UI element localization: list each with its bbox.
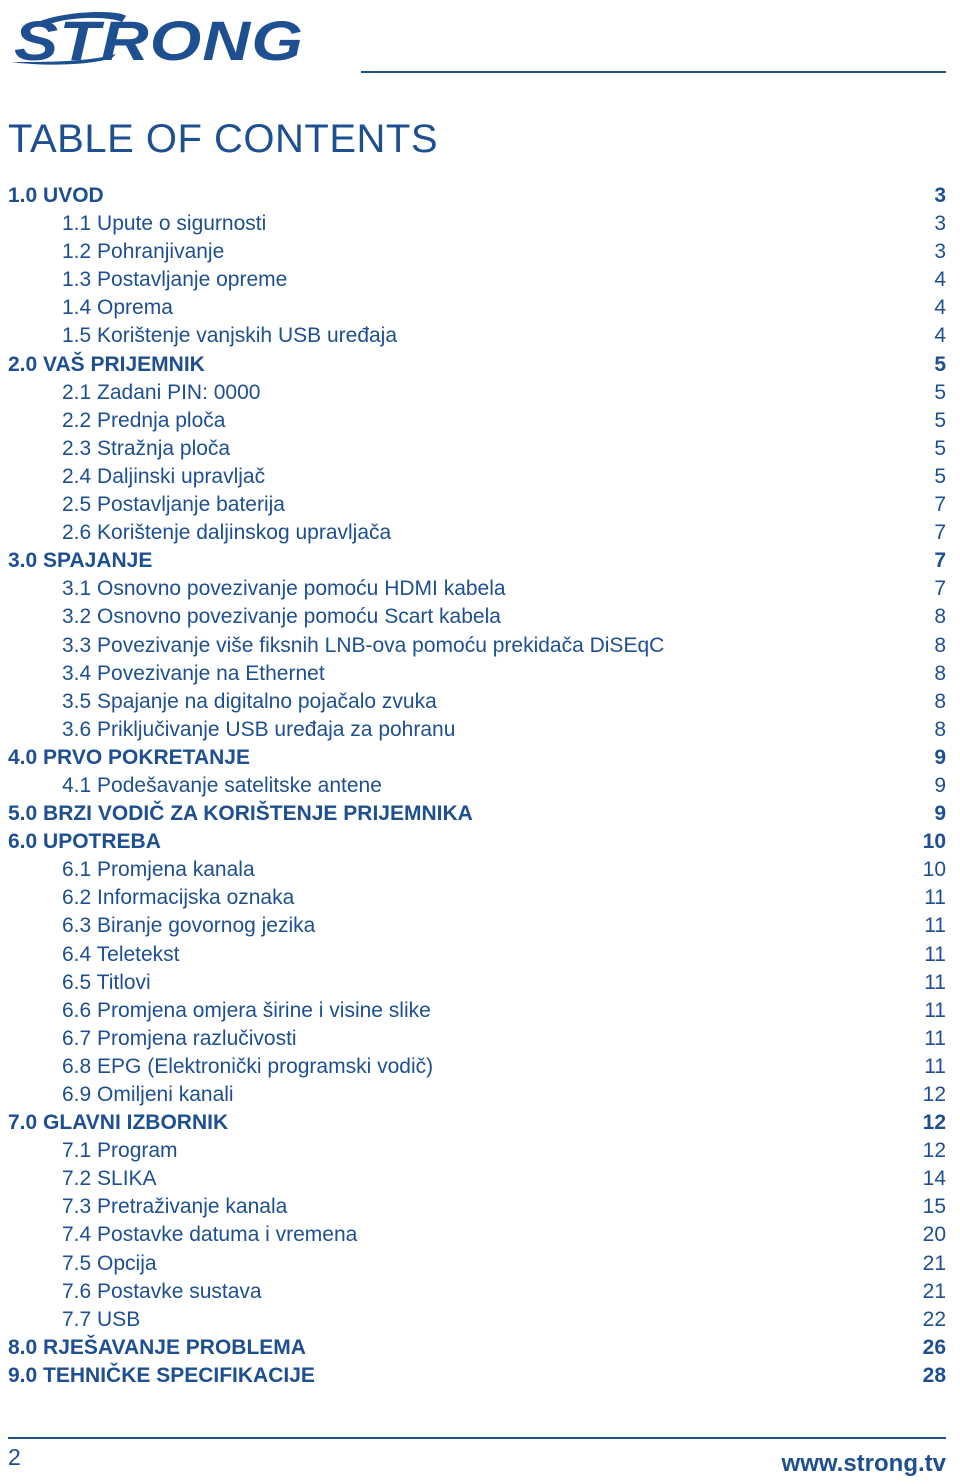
toc-entry-page: 5 [934,436,946,460]
toc-subsection[interactable] [0,463,960,491]
toc-entry-page: 11 [924,886,946,910]
toc-entry-page: 3 [934,212,946,236]
toc-section[interactable] [0,744,960,772]
toc-entry-page: 4 [934,296,946,320]
page-title: TABLE OF CONTENTS [8,117,439,161]
toc-entry-page: 3 [934,240,946,264]
toc-entry-page: 5 [934,408,946,432]
toc-entry-page: 11 [924,1054,946,1078]
toc-entry-page: 5 [934,464,946,488]
toc-entry-page: 4 [934,268,946,292]
toc-entry-page: 7 [934,493,946,517]
toc-subsection[interactable] [0,322,960,350]
toc-entry-label: 3.5 Spajanje na digitalno pojačalo zvuka [62,689,437,713]
table-of-contents [0,182,960,1390]
toc-entry-page: 8 [934,661,946,685]
toc-subsection[interactable] [0,1081,960,1109]
toc-entry-page: 11 [924,914,946,938]
toc-entry-page: 28 [922,1363,946,1387]
toc-entry-page: 9 [934,773,946,797]
toc-subsection[interactable] [0,632,960,660]
toc-entry-page: 20 [922,1223,946,1247]
toc-entry-label: 7.6 Postavke sustava [62,1279,262,1303]
toc-subsection[interactable] [0,884,960,912]
toc-entry-label: 2.5 Postavljanje baterija [62,493,285,517]
toc-entry-page: 9 [934,802,946,826]
toc-entry-label: 6.7 Promjena razlučivosti [62,1026,297,1050]
toc-entry-label: 2.0 VAŠ PRIJEMNIK [8,352,205,376]
toc-subsection[interactable] [0,210,960,238]
toc-entry-label: 2.4 Daljinski upravljač [62,464,266,488]
toc-entry-page: 22 [922,1307,946,1331]
toc-entry-page: 12 [922,1139,946,1163]
header-divider [361,71,946,73]
toc-entry-page: 5 [934,352,946,376]
toc-entry-label: 3.2 Osnovno povezivanje pomoću Scart kabela [62,605,501,629]
toc-entry-label: 1.2 Pohranjivanje [62,240,225,264]
strong-logo [8,8,308,68]
toc-subsection[interactable] [0,575,960,603]
footer-divider [8,1437,946,1439]
toc-entry-page: 7 [934,549,946,573]
toc-entry-label: 7.3 Pretraživanje kanala [62,1195,288,1219]
toc-entry-label: 8.0 RJEŠAVANJE PROBLEMA [8,1335,306,1359]
toc-entry-page: 14 [922,1167,946,1191]
toc-entry-label: 3.4 Povezivanje na Ethernet [62,661,325,685]
toc-subsection[interactable] [0,969,960,997]
toc-entry-page: 8 [934,717,946,741]
toc-entry-page: 7 [934,577,946,601]
toc-entry-label: 2.3 Stražnja ploča [62,436,231,460]
toc-entry-page: 12 [922,1083,946,1106]
toc-entry-page: 8 [934,633,946,657]
toc-subsection[interactable] [0,1250,960,1278]
toc-section[interactable] [0,351,960,379]
toc-entry-label: 7.7 USB [62,1307,141,1331]
toc-entry-label: 7.4 Postavke datuma i vremena [62,1223,358,1247]
toc-section[interactable] [0,828,960,856]
toc-subsection[interactable] [0,660,960,688]
toc-entry-page: 8 [934,689,946,713]
toc-subsection[interactable] [0,266,960,294]
toc-entry-label: 7.5 Opcija [62,1251,157,1275]
toc-subsection[interactable] [0,1137,960,1165]
toc-entry-page: 15 [922,1195,946,1219]
toc-entry-page: 11 [924,970,946,994]
toc-subsection[interactable] [0,407,960,435]
toc-entry-label: 1.5 Korištenje vanjskih USB uređaja [62,324,398,348]
toc-entry-page: 9 [934,745,946,769]
toc-entry-label: 1.3 Postavljanje opreme [62,268,288,292]
toc-entry-page: 10 [922,858,946,882]
toc-subsection[interactable] [0,435,960,463]
toc-subsection[interactable] [0,1221,960,1249]
toc-subsection[interactable] [0,856,960,884]
logo-text: STRONG [14,9,304,68]
toc-entry-label: 1.1 Upute o sigurnosti [62,212,267,236]
toc-entry-label: 6.1 Promjena kanala [62,858,255,882]
toc-entry-label: 6.0 UPOTREBA [8,830,161,854]
toc-entry-label: 4.1 Podešavanje satelitske antene [62,773,382,797]
toc-subsection[interactable] [0,1306,960,1334]
toc-subsection[interactable] [0,997,960,1025]
toc-entry-page: 5 [934,380,946,404]
toc-subsection[interactable] [0,941,960,969]
toc-entry-label: 6.9 Omiljeni kanali [62,1083,234,1106]
toc-subsection[interactable] [0,238,960,266]
toc-section[interactable] [0,547,960,575]
toc-section[interactable] [0,800,960,828]
toc-subsection[interactable] [0,688,960,716]
toc-subsection[interactable] [0,1193,960,1221]
toc-subsection[interactable] [0,294,960,322]
website-link[interactable]: www.strong.tv [781,1450,946,1477]
toc-section[interactable] [0,1362,960,1390]
toc-entry-page: 12 [922,1111,946,1135]
toc-entry-page: 7 [934,521,946,545]
toc-section[interactable] [0,1109,960,1137]
toc-entry-label: 3.0 SPAJANJE [8,549,153,573]
toc-subsection[interactable] [0,772,960,800]
toc-entry-page: 21 [922,1251,946,1275]
toc-section[interactable] [0,182,960,210]
toc-entry-label: 2.1 Zadani PIN: 0000 [62,380,261,404]
toc-entry-page: 8 [934,605,946,629]
toc-entry-label: 7.2 SLIKA [62,1167,157,1191]
page-number: 2 [8,1444,21,1470]
toc-subsection[interactable] [0,1025,960,1053]
toc-entry-label: 6.3 Biranje govornog jezika [62,914,316,938]
toc-entry-page: 11 [924,942,946,966]
toc-entry-label: 6.4 Teletekst [62,942,180,966]
toc-subsection[interactable] [0,491,960,519]
toc-subsection[interactable] [0,1053,960,1081]
toc-entry-label: 2.2 Prednja ploča [62,408,226,432]
toc-entry-page: 10 [922,830,946,854]
toc-entry-label: 1.0 UVOD [8,184,104,207]
toc-entry-label: 9.0 TEHNIČKE SPECIFIKACIJE [8,1363,315,1387]
toc-entry-label: 6.6 Promjena omjera širine i visine slike [62,998,431,1022]
toc-entry-page: 3 [934,184,946,207]
toc-entry-label: 6.2 Informacijska oznaka [62,886,295,910]
toc-entry-label: 6.5 Titlovi [62,970,151,994]
toc-entry-page: 11 [924,1026,946,1050]
toc-section[interactable] [0,1334,960,1362]
toc-entry-page: 4 [934,324,946,348]
toc-entry-label: 6.8 EPG (Elektronički programski vodič) [62,1054,434,1078]
toc-subsection[interactable] [0,1165,960,1193]
toc-entry-label: 3.1 Osnovno povezivanje pomoću HDMI kabela [62,577,506,601]
toc-entry-label: 1.4 Oprema [62,296,173,320]
toc-entry-label: 7.1 Program [62,1139,178,1163]
toc-subsection[interactable] [0,379,960,407]
toc-entry-page: 11 [924,998,946,1022]
toc-subsection[interactable] [0,519,960,547]
toc-subsection[interactable] [0,1278,960,1306]
toc-entry-label: 5.0 BRZI VODIČ ZA KORIŠTENJE PRIJEMNIKA [8,802,473,826]
toc-entry-label: 7.0 GLAVNI IZBORNIK [8,1111,229,1135]
toc-entry-label: 3.3 Povezivanje više fiksnih LNB-ova pomoću prekidača DiSEqC [62,633,665,657]
toc-subsection[interactable] [0,603,960,631]
toc-entry-label: 2.6 Korištenje daljinskog upravljača [62,521,392,545]
toc-subsection[interactable] [0,716,960,744]
toc-entry-page: 26 [922,1335,946,1359]
toc-entry-page: 21 [922,1279,946,1303]
toc-entry-label: 4.0 PRVO POKRETANJE [8,745,250,769]
toc-subsection[interactable] [0,912,960,940]
toc-entry-label: 3.6 Priključivanje USB uređaja za pohranu [62,717,456,741]
